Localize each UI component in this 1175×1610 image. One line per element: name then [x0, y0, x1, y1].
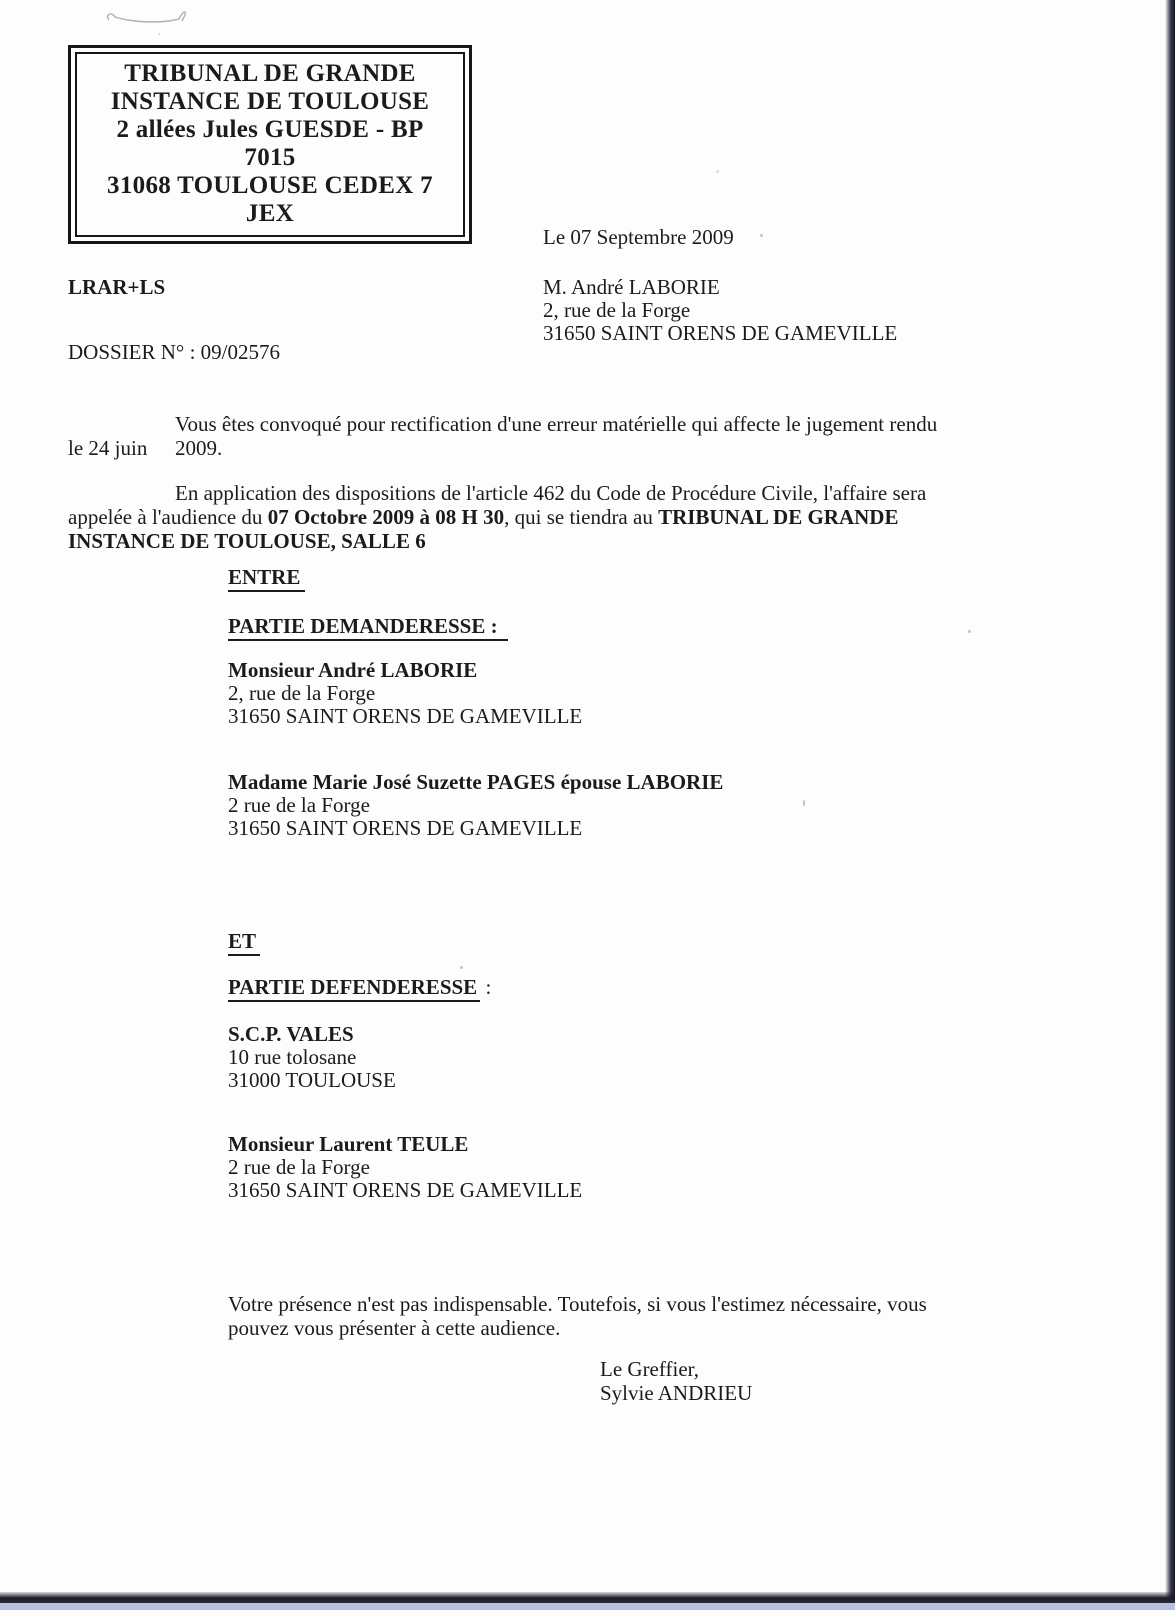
party-city: 31650 SAINT ORENS DE GAMEVILLE: [228, 704, 583, 728]
court-letterhead-box: [68, 45, 472, 244]
intro-line2-margin-text: le 24 juin: [68, 436, 148, 460]
scan-speck: [716, 170, 719, 173]
plaintiff-heading: PARTIE DEMANDERESSE :: [228, 615, 508, 641]
closing-paragraph: [228, 1293, 927, 1340]
dossier-number: DOSSIER N° : 09/02576: [68, 340, 280, 364]
letterhead-line: JEX: [245, 200, 295, 227]
signature-name: Sylvie ANDRIEU: [600, 1380, 753, 1405]
intro-paragraph: [68, 412, 937, 460]
hearing-line1: En application des dispositions de l'article 462 du Code de Procédure Civile, l'affaire sera: [175, 481, 927, 505]
mailing-code: LRAR+LS: [68, 275, 166, 299]
scan-edge-right: [1165, 0, 1175, 1610]
party-city: 31650 SAINT ORENS DE GAMEVILLE: [228, 1178, 583, 1202]
defendant-party-2: [228, 1133, 582, 1202]
party-name: Monsieur André LABORIE: [228, 658, 478, 682]
party-city: 31650 SAINT ORENS DE GAMEVILLE: [228, 816, 583, 840]
signature-role: Le Greffier,: [600, 1357, 700, 1381]
defendant-heading-colon: :: [480, 975, 492, 999]
closing-line1: Votre présence n'est pas indispensable. Toutefois, si vous l'estimez nécessaire, vous: [228, 1292, 927, 1316]
recipient-street: 2, rue de la Forge: [543, 298, 691, 322]
et-label: ET: [228, 930, 260, 956]
recipient-address-block: [543, 276, 897, 345]
hearing-court-bold: TRIBUNAL DE GRANDE: [658, 505, 899, 529]
letterhead-line: TRIBUNAL DE GRANDE: [124, 60, 416, 87]
intro-line2-rest: 2009.: [175, 436, 223, 460]
scan-edge-bottom-strip: [0, 1603, 1175, 1610]
pen-scribble-mark: [103, 6, 198, 36]
hearing-paragraph: [68, 481, 926, 553]
scan-speck: [803, 800, 805, 806]
hearing-date-bold: 07 Octobre 2009 à 08 H 30: [267, 505, 505, 529]
party-street: 2 rue de la Forge: [228, 793, 370, 817]
recipient-name: M. André LABORIE: [543, 275, 720, 299]
party-street: 2 rue de la Forge: [228, 1155, 370, 1179]
entre-label: ENTRE: [228, 566, 305, 592]
intro-line1: Vous êtes convoqué pour rectification d'une erreur matérielle qui affecte le jugement rendu: [175, 412, 938, 436]
party-street: 10 rue tolosane: [228, 1045, 357, 1069]
defendant-party-1: [228, 1023, 396, 1092]
party-name: Monsieur Laurent TEULE: [228, 1132, 469, 1156]
party-name: Madame Marie José Suzette PAGES épouse LABORIE: [228, 770, 724, 794]
plaintiff-party-1: [228, 659, 582, 728]
scan-speck: [760, 234, 763, 237]
scan-speck: [968, 630, 971, 633]
closing-line2: pouvez vous présenter à cette audience.: [228, 1315, 561, 1340]
plaintiff-party-2: [228, 771, 723, 840]
defendant-heading: PARTIE DEFENDERESSE :: [228, 976, 491, 1002]
letterhead-line: 7015: [244, 144, 296, 171]
recipient-city: 31650 SAINT ORENS DE GAMEVILLE: [543, 321, 898, 345]
scan-edge-bottom: [0, 1592, 1175, 1603]
party-street: 2, rue de la Forge: [228, 681, 376, 705]
hearing-line3-bold: INSTANCE DE TOULOUSE, SALLE 6: [68, 529, 426, 553]
letterhead-line: 31068 TOULOUSE CEDEX 7: [107, 172, 433, 199]
letterhead-line: INSTANCE DE TOULOUSE: [110, 88, 430, 115]
letterhead-line: 2 allées Jules GUESDE - BP: [116, 116, 424, 143]
party-city: 31000 TOULOUSE: [228, 1068, 396, 1092]
hearing-line2-mid: , qui se tiendra au: [504, 505, 659, 529]
hearing-line2-pre: appelée à l'audience du: [68, 505, 268, 529]
signature-block: [600, 1358, 752, 1405]
letter-date: Le 07 Septembre 2009: [543, 225, 734, 249]
party-name: S.C.P. VALES: [228, 1022, 354, 1046]
scan-speck: [460, 966, 463, 969]
